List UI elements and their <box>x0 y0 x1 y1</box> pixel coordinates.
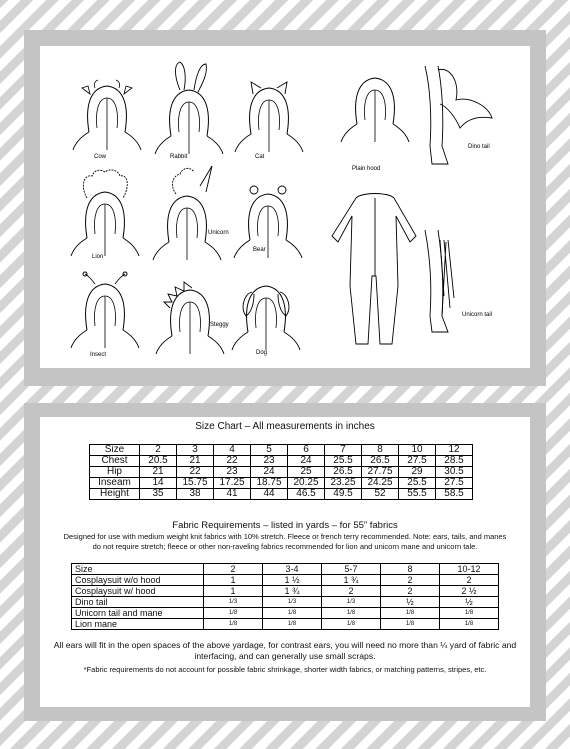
plain-hood-drawing <box>341 78 409 142</box>
label-dog: Dog <box>256 350 268 356</box>
table-row <box>90 478 473 489</box>
table-cell: 2 ½ <box>440 586 499 597</box>
size-chart-title: Size Chart – All measurements in inches <box>195 421 375 432</box>
table-cell: 1/8 <box>263 619 322 630</box>
table-cell: 18.75 <box>251 478 288 489</box>
table-cell: 2 <box>140 445 177 456</box>
insect-hood-drawing <box>71 272 139 348</box>
table-cell: 1/3 <box>322 597 381 608</box>
table-row <box>90 445 473 456</box>
size-chart-table <box>89 444 473 500</box>
bear-hood-drawing <box>234 186 302 258</box>
table-cell: ½ <box>381 597 440 608</box>
table-cell: 10-12 <box>440 564 499 575</box>
table-cell: 41 <box>214 489 251 500</box>
table-cell: 22 <box>214 456 251 467</box>
ears-note: All ears will fit in the open spaces of the above yardage, for contrast ears, you will need no more than ¼ yard of fabric and interfacing, and can generally use small scraps. <box>53 640 517 661</box>
table-cell: 46.5 <box>288 489 325 500</box>
table-row <box>90 456 473 467</box>
table-cell: 1 ¾ <box>263 586 322 597</box>
fabric-note: Designed for use with medium weight knit fabrics with 10% stretch. Fleece or french terry recommended. Note: ears, tails, and manes do not require stretch; fleece or other non-raveling fabrics recommended for lion and unicorn mane and unicorn tale. <box>63 532 507 551</box>
table-row <box>72 608 499 619</box>
table-cell: 10 <box>399 445 436 456</box>
table-cell: Cosplaysuit w/o hood <box>72 575 204 586</box>
footnote: *Fabric requirements do not account for possible fabric shrinkage, shorter width fabrics, or matching patterns, stripes, etc. <box>83 665 487 674</box>
table-cell: 27.75 <box>362 467 399 478</box>
table-cell: 5-7 <box>322 564 381 575</box>
label-steggy: Steggy <box>210 322 229 328</box>
table-cell: 27.5 <box>399 456 436 467</box>
table-cell: Hip <box>90 467 140 478</box>
table-cell: 1/8 <box>381 608 440 619</box>
table-cell: 8 <box>381 564 440 575</box>
table-cell: Inseam <box>90 478 140 489</box>
table-cell: 8 <box>362 445 399 456</box>
table-cell: 23 <box>214 467 251 478</box>
dog-hood-drawing <box>232 286 300 350</box>
table-cell: 12 <box>436 445 473 456</box>
table-cell: 6 <box>288 445 325 456</box>
table-cell: 22 <box>177 467 214 478</box>
table-cell: Lion mane <box>72 619 204 630</box>
table-row <box>72 586 499 597</box>
table-row <box>72 575 499 586</box>
table-cell: 1/8 <box>381 619 440 630</box>
unicorn-tail-drawing <box>425 230 454 332</box>
table-cell: 2 <box>381 575 440 586</box>
table-cell: 28.5 <box>436 456 473 467</box>
table-cell: 20.25 <box>288 478 325 489</box>
label-cat: Cat <box>255 154 265 160</box>
table-cell: 1/8 <box>322 619 381 630</box>
table-cell: 23.25 <box>325 478 362 489</box>
table-cell: 3 <box>177 445 214 456</box>
label-cow: Cow <box>94 154 107 160</box>
table-cell: 1/3 <box>263 597 322 608</box>
table-cell: 26.5 <box>362 456 399 467</box>
table-cell: 24.25 <box>362 478 399 489</box>
table-cell: 1/8 <box>322 608 381 619</box>
table-cell: 49.5 <box>325 489 362 500</box>
table-cell: 21 <box>177 456 214 467</box>
chart-card <box>40 417 530 707</box>
table-row <box>72 619 499 630</box>
table-cell: 30.5 <box>436 467 473 478</box>
fabric-table <box>71 563 499 630</box>
table-cell: Size <box>72 564 204 575</box>
table-cell: 2 <box>381 586 440 597</box>
table-cell: 1 ½ <box>263 575 322 586</box>
rabbit-hood-drawing <box>155 62 223 154</box>
table-cell: 24 <box>288 456 325 467</box>
table-cell: 1/8 <box>204 608 263 619</box>
table-cell: 17.25 <box>214 478 251 489</box>
table-cell: Size <box>90 445 140 456</box>
label-bear: Bear <box>253 247 266 253</box>
table-cell: 25 <box>288 467 325 478</box>
table-cell: ½ <box>440 597 499 608</box>
table-cell: 5 <box>251 445 288 456</box>
illustration-card <box>40 46 530 368</box>
table-cell: 44 <box>251 489 288 500</box>
table-cell: 29 <box>399 467 436 478</box>
table-cell: Unicorn tail and mane <box>72 608 204 619</box>
table-cell: 38 <box>177 489 214 500</box>
table-cell: 1 ¾ <box>322 575 381 586</box>
table-cell: 1 <box>204 575 263 586</box>
table-cell: 52 <box>362 489 399 500</box>
table-cell: Dino tail <box>72 597 204 608</box>
table-cell: 3-4 <box>263 564 322 575</box>
cat-hood-drawing <box>235 82 303 152</box>
unicorn-hood-drawing <box>153 166 221 260</box>
fabric-title: Fabric Requirements – listed in yards – for 55” fabrics <box>172 520 398 531</box>
table-cell: 58.5 <box>436 489 473 500</box>
table-cell: Cosplaysuit w/ hood <box>72 586 204 597</box>
label-rabbit: Rabbit <box>170 154 188 160</box>
table-cell: 2 <box>322 586 381 597</box>
hood-illustrations <box>40 46 530 368</box>
table-row <box>72 564 499 575</box>
cow-hood-drawing <box>73 80 141 150</box>
table-row <box>72 597 499 608</box>
table-cell: Chest <box>90 456 140 467</box>
table-cell: 2 <box>440 575 499 586</box>
lion-hood-drawing <box>71 170 139 256</box>
table-cell: 1/3 <box>204 597 263 608</box>
table-cell: 23 <box>251 456 288 467</box>
table-cell: 1/8 <box>440 608 499 619</box>
label-unicorn-tail: Unicorn tail <box>462 312 493 318</box>
label-dino-tail: Dino tail <box>468 144 490 150</box>
table-cell: 1/8 <box>204 619 263 630</box>
table-cell: 20.5 <box>140 456 177 467</box>
table-cell: 7 <box>325 445 362 456</box>
table-cell: 2 <box>204 564 263 575</box>
table-cell: 14 <box>140 478 177 489</box>
table-cell: 1 <box>204 586 263 597</box>
table-cell: 15.75 <box>177 478 214 489</box>
label-lion: Lion <box>92 254 104 260</box>
table-cell: Height <box>90 489 140 500</box>
steggy-hood-drawing <box>156 282 224 354</box>
table-cell: 4 <box>214 445 251 456</box>
table-cell: 1/8 <box>440 619 499 630</box>
table-cell: 35 <box>140 489 177 500</box>
table-cell: 25.5 <box>399 478 436 489</box>
table-cell: 27.5 <box>436 478 473 489</box>
label-plain-hood: Plain hood <box>352 166 381 172</box>
label-insect: Insect <box>90 352 107 358</box>
label-unicorn: Unicorn <box>208 230 229 236</box>
table-cell: 24 <box>251 467 288 478</box>
table-row <box>90 489 473 500</box>
table-cell: 55.5 <box>399 489 436 500</box>
cosplaysuit-drawing <box>332 194 416 345</box>
table-row <box>90 467 473 478</box>
table-cell: 1/8 <box>263 608 322 619</box>
table-cell: 26.5 <box>325 467 362 478</box>
table-cell: 21 <box>140 467 177 478</box>
table-cell: 25.5 <box>325 456 362 467</box>
